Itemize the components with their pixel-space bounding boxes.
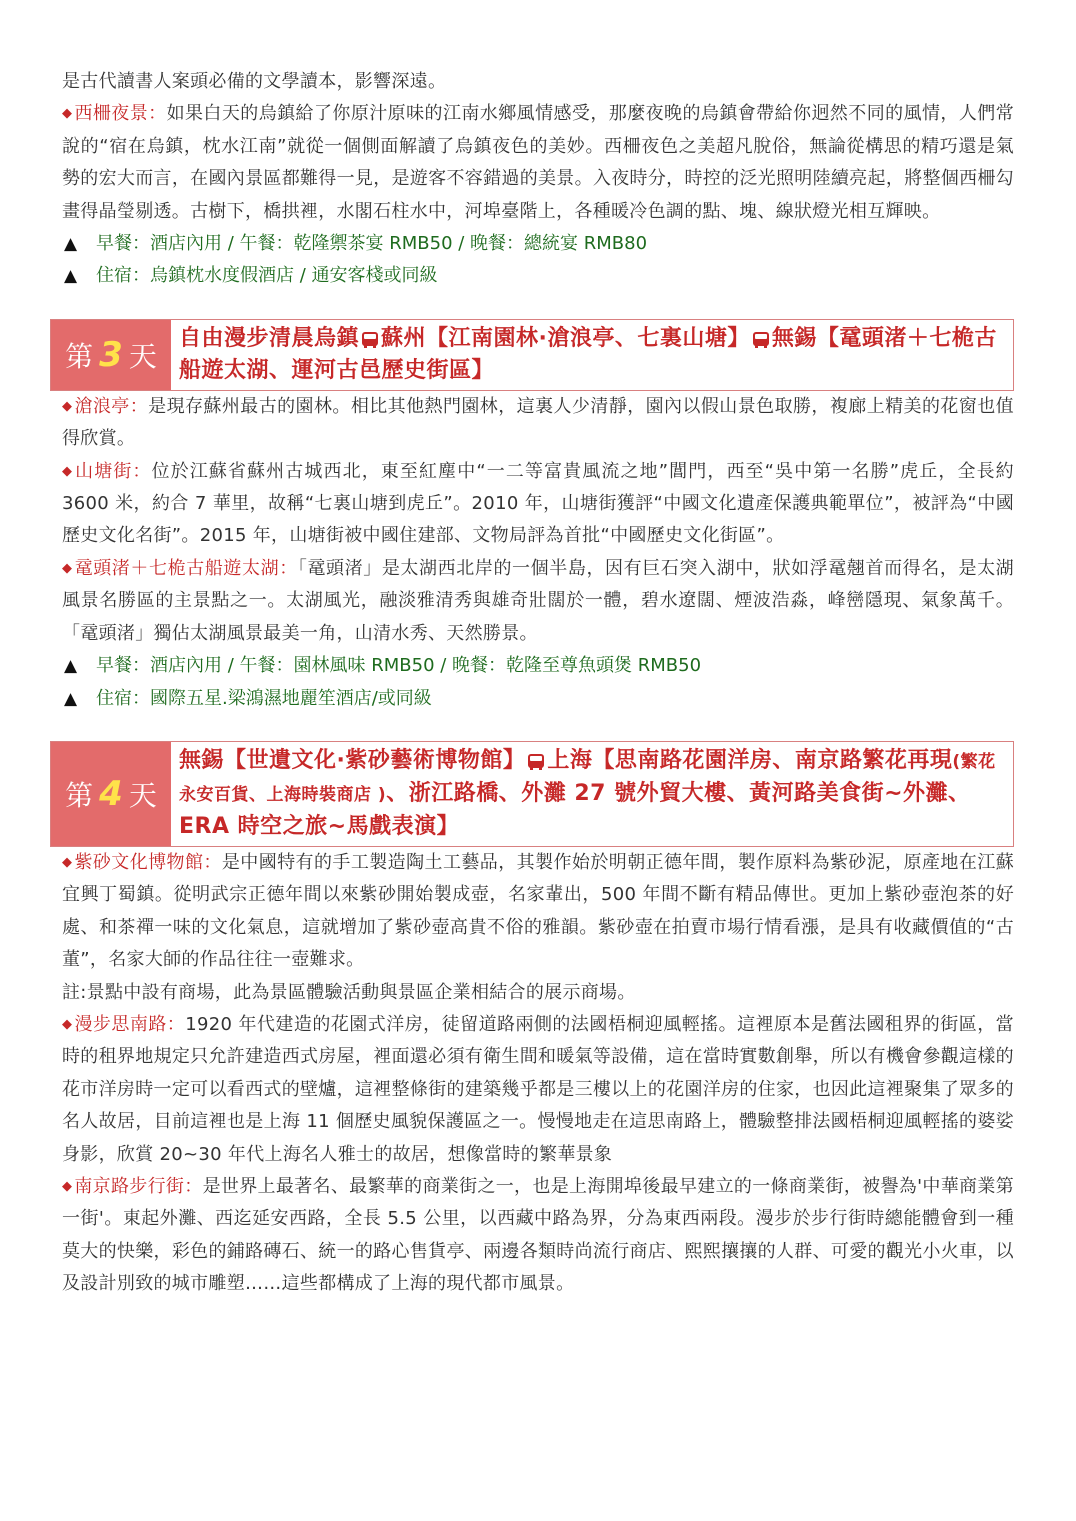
day4-item-3-text: 是世界上最著名、最繁華的商業街之一，也是上海開埠後最早建立的一條商業街，被譽為'中華商業第一街'。東起外灘、西迄延安西路，全長 5.5 公里，以西藏中路為界，分為東西兩段。漫步於步行街時總能體會到一種莫大的快樂，彩色的鋪路磚石、統一的路心售貨亭、兩邊各類時尚流行商店、熙熙攘攘的人群、可愛的觀光小火車，以及設計別致的城市雕塑……這些都構成了上海的現代都市風景。	[62, 1175, 1014, 1295]
day4-item-3	[62, 1171, 1014, 1301]
day3-item-3-text: 「鼋頭渚」是太湖西北岸的一個半島，因有巨石突入湖中，狀如浮鼋翹首而得名，是太湖風景名勝區的主景點之一。太湖風光，融淡雅清秀與雄奇壯闊於一體，碧水遼闊、煙波浩淼，峰巒隱現、氣象萬千。「鼋頭渚」獨佔太湖風景最美一角，山清水秀、天然勝景。	[62, 557, 1014, 644]
day4-item-2	[62, 1009, 1014, 1171]
diamond-bullet-icon: ◆	[62, 463, 74, 479]
day2-hotel	[62, 260, 1014, 292]
day4-number: 4	[99, 773, 123, 814]
day3-header	[50, 319, 1014, 391]
day4-item-3-label: 南京路步行街：	[74, 1175, 203, 1197]
day3-title-b: 蘇州【江南園林·滄浪亭、七裏山塘】	[381, 325, 750, 351]
day3-item-2-label: 山塘街：	[75, 460, 152, 482]
day3-hotel	[62, 683, 1014, 715]
day3-title-a: 自由漫步清晨烏鎮	[179, 325, 360, 351]
day3-suffix: 天	[128, 339, 157, 373]
triangle-bullet-icon: ▲	[64, 688, 78, 709]
day4-note: 註:景點中設有商場，此為景區體驗活動與景區企業相結合的展示商場。	[62, 981, 636, 1003]
bus-icon	[528, 754, 544, 768]
day3-item-2	[62, 456, 1014, 553]
day4-prefix: 第	[65, 778, 94, 812]
day3-item-3	[62, 553, 1014, 650]
diamond-bullet-icon: ◆	[62, 398, 73, 414]
day4-item-2-text: 1920 年代建造的花園式洋房，徒留道路兩側的法國梧桐迎風輕搖。這裡原本是舊法國租界的街區，當時的租界地規定只允許建造西式房屋，裡面還必須有衛生間和暖氣等設備，這在當時實數創舉，所以有機會參觀這樣的花市洋房時一定可以看西式的壁爐，這裡整條街的建築幾乎都是三樓以上的花園洋房的住家，也因此這裡聚集了眾多的名人故居，目前這裡也是上海 11 個歷史風貌保護區之一。慢慢地走在這思南路上，體驗整排法國梧桐迎風輕搖的婆娑身影，欣賞 20~30 年代上海名人雅士的故居，想像當時的繁華景象	[62, 1013, 1014, 1165]
day3-number: 3	[99, 334, 123, 375]
bus-icon	[753, 332, 769, 346]
day3-item-2-text: 位於江蘇省蘇州古城西北，東至紅塵中“一二等富貴風流之地”閶門，西至“吳中第一名勝”虎丘，全長約 3600 米，約合 7 華里，故稱“七裏山塘到虎丘”。2010 年，山塘街獲評“中國文化遺產保護典範單位”，被評為“中國歷史文化名街”。2015 年，山塘街被中國住建部、文物局評為首批“中國歷史文化街區”。	[62, 460, 1014, 547]
day3-hotel-text: 住宿：國際五星.梁鴻濕地麗笙酒店/或同級	[96, 687, 432, 709]
day4-item-2-label: 漫步思南路：	[74, 1013, 186, 1035]
day4-item-1-text: 是中國特有的手工製造陶土工藝品，其製作始於明朝正德年間，製作原料為紫砂泥，原產地在江蘇宜興丁蜀鎮。從明武宗正德年間以來紫砂開始製成壺，名家輩出，500 年間不斷有精品傳世。更加上紫砂壺泡茶的好處、和茶禪一味的文化氣息，這就增加了紫砂壺高貴不俗的雅韻。紫砂壺在拍賣市場行情看漲，是具有收藏價值的“古董”，名家大師的作品往往一壺難求。	[62, 851, 1014, 971]
day4-title	[171, 742, 1013, 846]
diamond-bullet-icon: ◆	[62, 560, 73, 576]
day4-title-b: 上海【思南路花園洋房、南京路繁花再現	[547, 747, 953, 773]
day2-hotel-text: 住宿：烏鎮枕水度假酒店 / 通安客棧或同級	[96, 265, 438, 287]
triangle-bullet-icon: ▲	[64, 656, 78, 677]
xizha-paragraph	[62, 98, 1014, 228]
day2-meals-text: 早餐：酒店內用 / 午餐：乾隆禦茶宴 RMB50 / 晚餐：總統宴 RMB80	[96, 233, 648, 255]
day4-item-1-label: 紫砂文化博物館：	[74, 851, 222, 873]
diamond-bullet-icon: ◆	[62, 854, 73, 870]
xizha-label: 西柵夜景：	[74, 103, 167, 125]
intro-tail: 是古代讀書人案頭必備的文學讀本，影響深遠。	[62, 71, 447, 92]
diamond-bullet-icon: ◆	[62, 106, 73, 122]
day4-header	[50, 741, 1014, 847]
day2-meals	[62, 228, 1014, 260]
day3-prefix: 第	[65, 339, 94, 373]
day4-title-a: 無錫【世遺文化·紫砂藝術博物館】	[179, 747, 526, 773]
bus-icon	[362, 332, 378, 346]
day3-item-3-label: 鼋頭渚＋七桅古船遊太湖：	[74, 557, 298, 579]
xizha-text: 如果白天的烏鎮給了你原汁原味的江南水鄉風情感受，那麼夜晚的烏鎮會帶給你迥然不同的風情，人們常說的“宿在烏鎮，枕水江南”就從一個側面解讀了烏鎮夜色的美妙。西柵夜色之美超凡脫俗，無論從構思的精巧還是氣勢的宏大而言，在國內景區都難得一見，是遊客不容錯過的美景。入夜時分，時控的泛光照明陸續亮起，將整個西柵勾畫得晶瑩剔透。古樹下，橋拱裡，水閣石柱水中，河埠臺階上，各種暖冷色調的點、塊、線狀燈光相互輝映。	[62, 103, 1015, 222]
diamond-bullet-icon: ◆	[62, 1178, 73, 1194]
itinerary-page	[62, 66, 1014, 1301]
day4-title-c: 、浙江路橋、外灘 27 號外貿大樓、黃河路美食街~外灘、ERA 時空之旅~馬戲表演】	[179, 780, 971, 839]
day3-meals	[62, 650, 1014, 682]
day3-title-c: 無錫【鼋頭渚＋七桅古船遊太湖、運河古邑歷史街區】	[179, 325, 997, 383]
day4-badge	[51, 742, 171, 846]
day4-suffix: 天	[128, 778, 157, 812]
day3-meals-text: 早餐：酒店內用 / 午餐：園林風味 RMB50 / 晚餐：乾隆至尊魚頭煲 RMB50	[96, 655, 702, 677]
triangle-bullet-icon: ▲	[64, 266, 78, 287]
day3-item-1-text: 是現存蘇州最古的園林。相比其他熱門園林，這裏人少清靜，園內以假山景色取勝，複廊上精美的花窗也值得欣賞。	[62, 395, 1014, 450]
day3-item-1-label: 滄浪亭：	[74, 395, 149, 417]
day3-title	[171, 320, 1013, 390]
triangle-bullet-icon: ▲	[64, 234, 78, 255]
day4-item-1	[62, 847, 1014, 977]
day3-badge	[51, 320, 171, 390]
day4-title-small: (繁花永安百貨、上海時裝商店 )	[179, 751, 996, 805]
day3-item-1	[62, 391, 1014, 456]
diamond-bullet-icon: ◆	[62, 1016, 73, 1032]
